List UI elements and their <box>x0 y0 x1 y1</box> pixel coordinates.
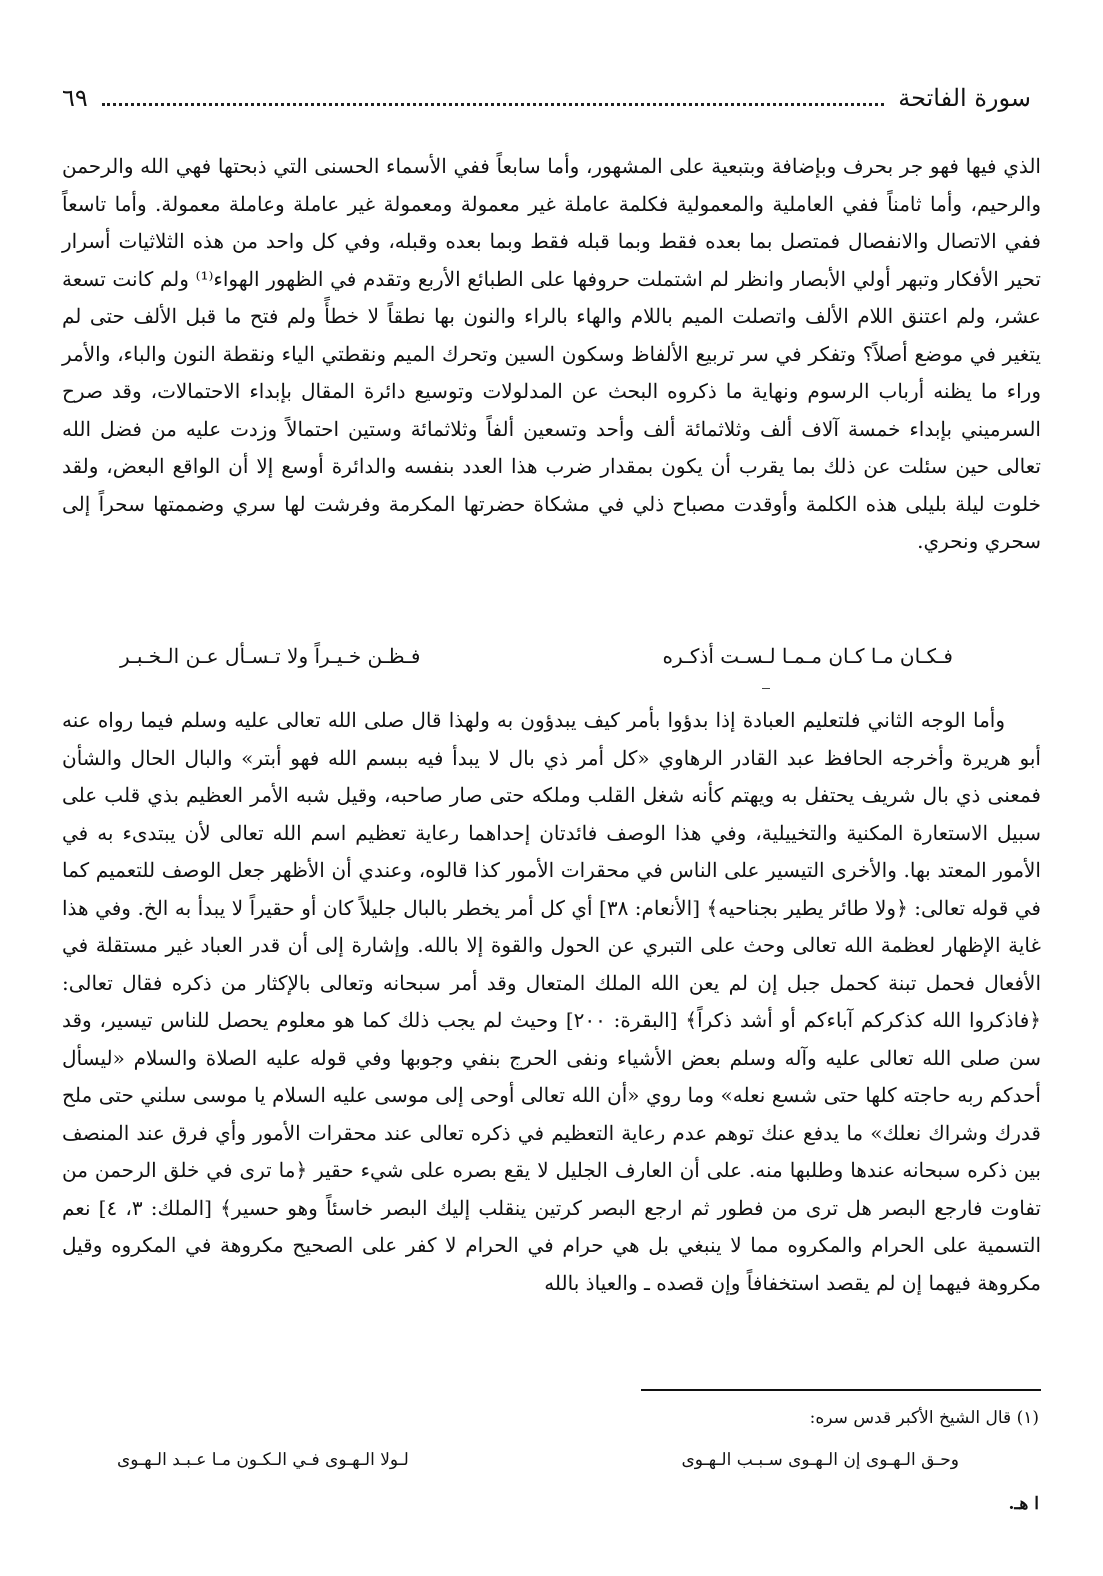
page-number: ٦٩ <box>62 84 88 112</box>
footnote-verse-second: لـولا الـهـوى فـي الـكـون مـا عـبـد الـهـوى <box>117 1450 409 1470</box>
main-paragraph-1 <box>62 148 1041 561</box>
poetry-verse <box>120 644 953 680</box>
verse-second-hemistich: فـظـن خـيـراً ولا تـسـأل عـن الـخـبـر <box>120 644 421 668</box>
verse-first-hemistich: فـكـان مـا كـان مـمـا لـسـت أذكـره <box>662 644 953 668</box>
footnote-intro: (١) قال الشيخ الأكبر قدس سره: <box>809 1408 1039 1428</box>
print-mark <box>762 684 770 689</box>
surah-title: سورة الفاتحة <box>898 84 1031 112</box>
footnote-separator <box>641 1389 1041 1391</box>
footnote-end-mark: ا هـ. <box>1008 1494 1039 1514</box>
header-dot-leader <box>102 103 884 106</box>
footnote <box>62 1408 1039 1514</box>
paragraph-text: وأما الوجه الثاني فلتعليم العبادة إذا بدؤوا بأمر كيف يبدؤون به ولهذا قال صلى الله تعالى عليه وسلم فيما رواه عنه أبو هريرة وأخرجه الحافظ عبد القادر الرهاوي «كل أمر ذي بال لا يبدأ فيه ببسم الله فهو أبتر» والبال الحال والشأن فمعنى ذي بال شريف يحتفل به ويهتم كأنه شغل القلب وملكه حتى صار صاحبه، وقيل شبه الأمر العظيم بذي قلب على سبيل الاستعارة المكنية والتخييلية، وفي هذا الوصف فائدتان إحداهما رعاية تعظيم اسم الله تعالى لأن يبتدىء به في الأمور المعتد بها. والأخرى التيسير على الناس في محقرات الأمور كذا قالوه، وعندي أن الأظهر جعل الوصف للتعميم كما في قوله تعالى: ﴿ولا طائر يطير بجناحيه﴾ [الأنعام: ٣٨] أي كل أمر يخطر بالبال جليلاً كان أو حقيراً لا يبدأ به الخ. وفي هذا غاية الإظهار لعظمة الله تعالى وحث على التبري عن الحول والقوة إلا بالله. وإشارة إلى أن قدر العباد غير مستقلة في الأفعال فحمل تبنة كحمل جبل إن لم يعن الله الملك المتعال وقد أمر سبحانه وتعالى بالإكثار من ذكره فقال تعالى: ﴿فاذكروا الله كذكركم آباءكم أو أشد ذكراً﴾ [البقرة: ٢٠٠] وحيث لم يجب ذلك كما هو معلوم يحصل للناس تيسير، وقد سن صلى الله تعالى عليه وآله وسلم بعض الأشياء ونفى الحرج بنفي وجوبها وفي قوله عليه الصلاة والسلام «ليسأل أحدكم ربه حاجته كلها حتى شسع نعله» وما روي «أن الله تعالى أوحى إلى موسى عليه السلام يا موسى سلني حتى ملح قدرك وشراك نعلك» ما يدفع عنك توهم عدم رعاية التعظيم في ذكره تعالى عند محقرات الأمور وأي فرق عند المنصف بين ذكره سبحانه عندها وطلبها منه. على أن العارف الجليل لا يقع بصره على شيء حقير ﴿ما ترى في خلق الرحمن من تفاوت فارجع البصر هل ترى من فطور ثم ارجع البصر كرتين ينقلب إليك البصر خاسئاً وهو حسير﴾ [الملك: ٣، ٤] نعم التسمية على الحرام والمكروه مما لا ينبغي بل هي حرام في الحرام لا كفر على الصحيح مكروهة في المكروه وقيل مكروهة فيهما إن لم يقصد استخفافاً وإن قصده ـ والعياذ بالله <box>62 708 1042 1295</box>
main-paragraph-2 <box>62 702 1041 1302</box>
running-header <box>62 80 1031 116</box>
footnote-verse <box>62 1450 1039 1470</box>
paragraph-text: الذي فيها فهو جر بحرف وبإضافة وبتبعية على المشهور، وأما سابعاً ففي الأسماء الحسنى التي ذبحتها فهي الله والرحمن والرحيم، وأما ثامناً ففي العاملية والمعمولية فكلمة عاملة غير معمولة ومعمولة غير عاملة وعاملة معمولة. وأما تاسعاً ففي الاتصال والانفصال فمتصل بما بعده فقط وبما قبله فقط وبما بعده وقبله، وفي كل واحد من هذه الثلاثيات أسرار تحير الأفكار وتبهر أولي الأبصار وانظر لم اشتملت حروفها على الطبائع الأربع وتقدم في الظهور الهواء⁽¹⁾ ولم كانت تسعة عشر، ولم اعتنق اللام الألف واتصلت الميم باللام والهاء بالراء والنون بها نطقاً لا خطأً ولم فتح ما قبل الألف حتى لم يتغير في موضع أصلاً؟ وتفكر في سر تربيع الألفاظ وسكون السين وتحرك الميم ونقطتي الياء ونقطة النون والباء، والأمر وراء ما يظنه أرباب الرسوم ونهاية ما ذكروه البحث عن المدلولات وتوسيع دائرة المقال بإبداء الاحتمالات، وقد صرح السرميني بإبداء خمسة آلاف ألف وثلاثمائة ألف وأحد وتسعين ألفاً وثلاثمائة وستين احتمالاً وزدت عليه من فضل الله تعالى حين سئلت عن ذلك بما يقرب أن يكون بمقدار ضرب هذا العدد بنفسه والدائرة أوسع إلا أن الواقع البعض، ولقد خلوت ليلة بليلى هذه الكلمة وأوقدت مصباح ذلي في مشكاة حضرتها المكرمة وفرشت لها سري وضممتها سحراً إلى سحري ونحري. <box>62 154 1041 553</box>
footnote-verse-first: وحـق الـهـوى إن الـهـوى سـبـب الـهـوى <box>681 1450 959 1470</box>
